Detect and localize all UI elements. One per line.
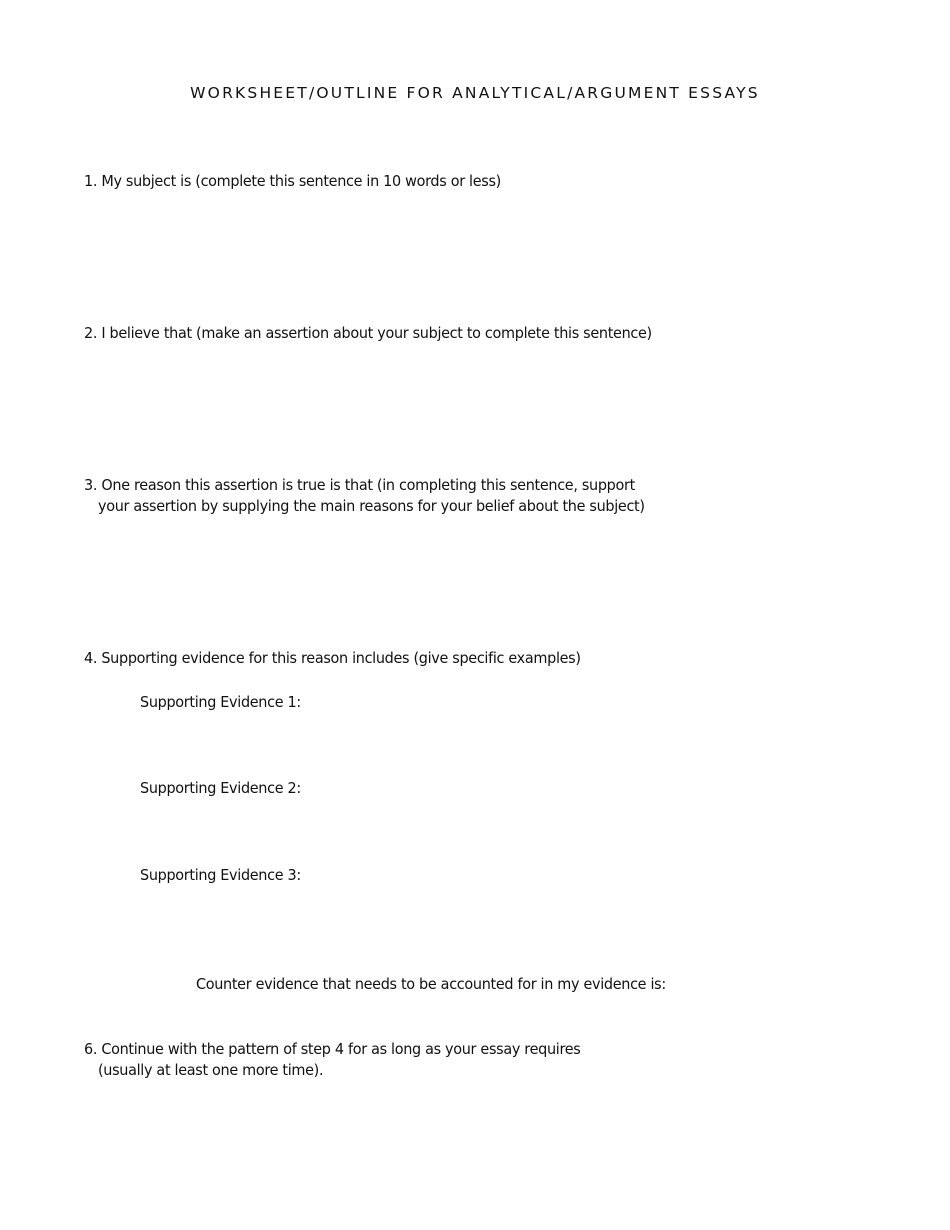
supporting-evidence-1-label: Supporting Evidence 1:: [140, 693, 301, 711]
counter-evidence-label: Counter evidence that needs to be accounted for in my evidence is:: [196, 975, 666, 993]
item-6-prompt-line2: (usually at least one more time).: [98, 1061, 324, 1079]
item-3-prompt-line1: 3. One reason this assertion is true is that (in completing this sentence, support: [84, 476, 635, 494]
item-1-prompt: 1. My subject is (complete this sentence in 10 words or less): [84, 172, 501, 190]
supporting-evidence-2-label: Supporting Evidence 2:: [140, 779, 301, 797]
item-3-prompt-line2: your assertion by supplying the main reasons for your belief about the subject): [98, 497, 645, 515]
item-4-prompt: 4. Supporting evidence for this reason includes (give specific examples): [84, 649, 581, 667]
item-6-prompt-line1: 6. Continue with the pattern of step 4 for as long as your essay requires: [84, 1040, 581, 1058]
item-2-prompt: 2. I believe that (make an assertion about your subject to complete this sentence): [84, 324, 652, 342]
page-title: WORKSHEET/OUTLINE FOR ANALYTICAL/ARGUMENT ESSAYS: [190, 84, 760, 102]
supporting-evidence-3-label: Supporting Evidence 3:: [140, 866, 301, 884]
